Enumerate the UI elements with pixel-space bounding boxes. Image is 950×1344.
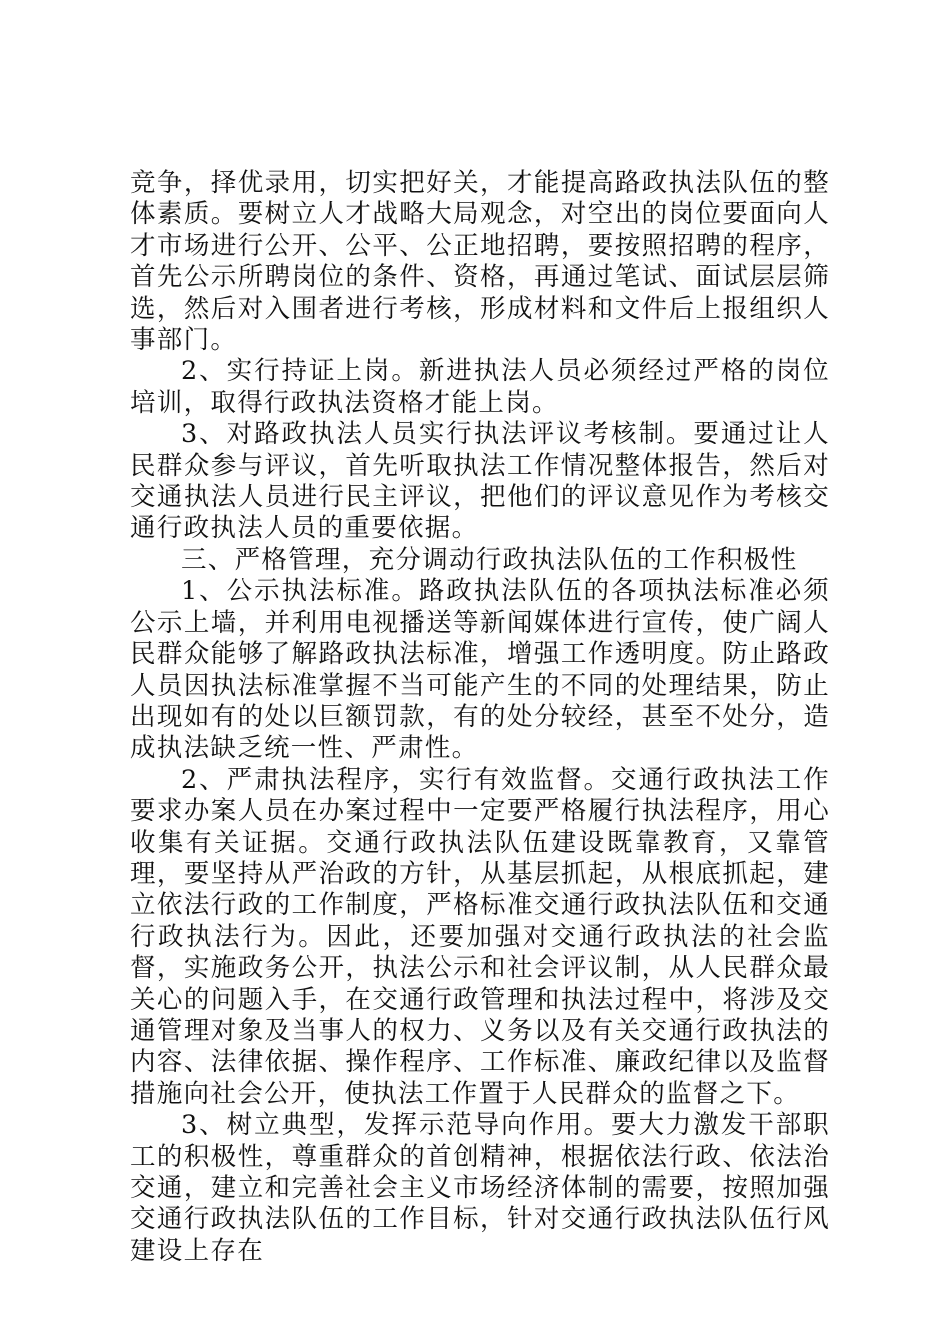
paragraph-procedures: 2、严肃执法程序，实行有效监督。交通行政执法工作要求办案人员在办案过程中一定要严格履行执法程序，用心收集有关证据。交通行政执法队伍建设既靠教育，又靠管理，要坚持从严治政的方针，从基层抓起，从根底抓起，建立依法行政的工作制度，严格标准交通行政执法队伍和交通行政执法行为。因此，还要加强对交通行政执法的社会监督，实施政务公开，执法公示和社会评议制，从人民群众最关心的问题入手，在交通行政管理和执法过程中，将涉及交通管理对象及当事人的权力、义务以及有关交通行政执法的内容、法律依据、操作程序、工作标准、廉政纪律以及监督措施向社会公开，使执法工作置于人民群众的监督之下。 [130,764,830,1109]
paragraph-models: 3、树立典型，发挥示范导向作用。要大力激发干部职工的积极性，尊重群众的首创精神，根据依法行政、依法治交通，建立和完善社会主义市场经济体制的需要，按照加强交通行政执法队伍的工作目标，针对交通行政执法队伍行风建设上存在 [130,1110,830,1266]
paragraph-standards: 1、公示执法标准。路政执法队伍的各项执法标准必须公示上墙，并利用电视播送等新闻媒体进行宣传，使广阔人民群众能够了解路政执法标准，增强工作透明度。防止路政人员因执法标准掌握不当可能产生的不同的处理结果，防止出现如有的处以巨额罚款，有的处分较经，甚至不处分，造成执法缺乏统一性、严肃性。 [130,576,830,764]
paragraph-certification: 2、实行持证上岗。新进执法人员必须经过严格的岗位培训，取得行政执法资格才能上岗。 [130,356,830,418]
document-body [130,168,830,1267]
paragraph-evaluation: 3、对路政执法人员实行执法评议考核制。要通过让人民群众参与评议，首先听取执法工作情况整体报告，然后对交通执法人员进行民主评议，把他们的评议意见作为考核交通行政执法人员的重要依据。 [130,419,830,544]
section-heading: 三、严格管理，充分调动行政执法队伍的工作积极性 [181,544,798,575]
paragraph-continuation: 竞争，择优录用，切实把好关，才能提高路政执法队伍的整体素质。要树立人才战略大局观念，对空出的岗位要面向人才市场进行公开、公平、公正地招聘，要按照招聘的程序，首先公示所聘岗位的条件、资格，再通过笔试、面试层层筛选，然后对入围者进行考核，形成材料和文件后上报组织人事部门。 [130,168,830,356]
